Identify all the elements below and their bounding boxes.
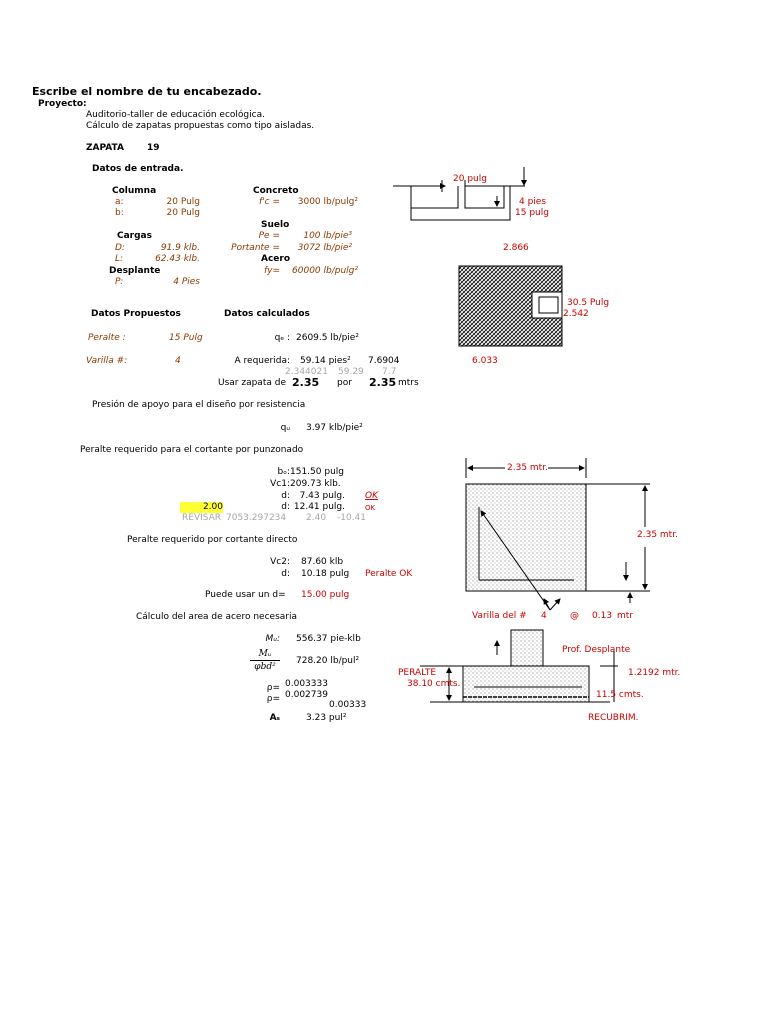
qe-value: 2609.5 lb/pie² [296,333,359,343]
bo-label: bₒ: [277,467,290,477]
columna-a-value: 20 Pulg [166,197,200,207]
peralte-label: Peralte : [88,333,126,343]
varilla-separation-unit: mtr [617,611,633,621]
proyecto-line2: Cálculo de zapatas propuestas como tipo aisladas. [86,121,315,131]
diagram2-label-2: 2.542 [563,309,589,319]
carga-d-value: 91.9 klb. [160,243,200,253]
cargas-label: Cargas [117,231,152,241]
suelo-pe-label: Pe = [258,231,280,241]
as-value: 3.23 pul² [306,713,347,723]
suelo-portante-value: 3072 lb/pie² [297,243,352,253]
qu-label: qᵤ [280,423,290,433]
directo-title: Peralte requerido por cortante directo [127,535,298,545]
carga-l-label: L: [115,254,124,264]
concreto-label: Concreto [253,186,299,196]
usar-zapata-unit: mtrs [398,378,419,388]
qu-value: 3.97 klb/pie² [306,423,363,433]
desplante-p-value: 4 Pies [173,277,200,287]
fraction-numerator: Mᵤ [258,649,272,659]
qe-label: qₑ : [274,333,290,343]
desplante-p-label: P: [115,277,124,287]
highlighted-value: 2.00 [180,502,223,513]
prof-desplante-value: 1.2192 mtr. [628,668,681,678]
revisar-label: REVISAR [182,513,222,523]
columna-b-label: b: [115,208,124,218]
rho2-label: ρ= [266,694,280,704]
revisar-value-1: 7053.297234 [226,513,287,523]
prof-desplante-label: Prof. Desplante [562,645,631,655]
suelo-label: Suelo [261,220,290,230]
usar-zapata-label: Usar zapata de [218,378,286,388]
d1-status: OK [365,491,378,501]
datos-propuestos-title: Datos Propuestos [91,309,181,319]
bo-value: 151.50 pulg [290,467,344,477]
d2-value: 12.41 pulg. [293,502,345,512]
gray-value-1: 2.344021 [285,367,328,377]
carga-l-value: 62.43 klb. [155,254,200,264]
carga-d-label: D: [115,243,125,253]
rho3-value: 0.00333 [329,700,367,710]
vc2-value: 87.60 klb [301,557,344,567]
rho1-value: 0.003333 [285,679,328,689]
columna-b-value: 20 Pulg [166,208,200,218]
page-title: Escribe el nombre de tu encabezado. [32,85,262,98]
columna-a-label: a: [115,197,124,207]
recubrimiento-value: 11.5 cmts. [596,690,644,700]
gray-value-3: 7.7 [382,367,397,377]
revisar-value-2: 2.40 [306,513,327,523]
revisar-value-3: -10.41 [337,513,367,523]
usar-zapata-value-2: 2.35 [369,376,397,389]
usar-zapata-por: por [337,378,352,388]
d1-value: 7.43 pulg. [299,491,345,501]
varilla-at: @ [570,611,579,621]
diagram3-right-dimension: 2.35 mtr. [637,530,678,540]
acero-fy-value: 60000 lb/pulg² [292,266,358,276]
directo-d-status: Peralte OK [365,569,413,579]
mu-value: 556.37 pie-klb [296,634,361,644]
punzonado-title: Peralte requerido para el cortante por punzonado [80,445,304,455]
diagram1-value: 2.866 [503,243,529,253]
diagram1-width-label: 20 pulg [453,174,487,184]
proyecto-line1: Auditorio-taller de educación ecológica. [86,110,265,120]
varilla-label-diagram: Varilla del # [472,611,527,621]
diagram1-pulg-label: 15 pulg [515,208,549,218]
datos-entrada-title: Datos de entrada. [92,164,184,174]
diagram3-top-dimension: 2.35 mtr. [507,463,548,473]
directo-d-label: d: [281,569,290,579]
peralte-value: 15 Pulg [169,333,203,343]
as-label: Aₛ [269,713,280,723]
acero-fy-label: fy= [263,266,280,276]
datos-calculados-title: Datos calculados [224,309,310,319]
proyecto-label: Proyecto: [38,99,87,109]
desplante-label: Desplante [109,266,161,276]
zapata-number: 19 [147,143,160,153]
mu-label: Mᵤ: [265,634,280,644]
directo-d-value: 10.18 pulg [301,569,350,579]
d1-label: d: [281,491,290,501]
acero-label: Acero [261,254,291,264]
gray-value-2: 59.29 [338,367,364,377]
footing-plan-hatched [459,266,562,346]
vc1-label: Vc1: [270,479,290,489]
vc1-value: 209.73 klb. [290,479,341,489]
varilla-label: Varilla #: [86,356,128,366]
usar-zapata-value-1: 2.35 [292,376,320,389]
presion-title: Presión de apoyo para el diseño por resistencia [92,400,306,410]
zapata-label: ZAPATA [86,143,124,153]
peralte-diagram-label: PERALTE [398,668,437,678]
peralte-diagram-value: 38.10 cmts. [407,679,461,689]
concreto-fc-label: f'c = [259,197,280,207]
varilla-value: 4 [175,356,181,366]
d2-status: OK [365,504,376,512]
suelo-portante-label: Portante = [231,243,280,253]
acero-calc-title: Cálculo del area de acero necesaria [136,612,297,622]
puede-usar-value: 15.00 pulg [301,590,350,600]
varilla-number-diagram: 4 [541,611,547,621]
footing-plan-dimensioned [466,458,650,610]
area-requerida-extra: 7.6904 [368,356,400,366]
varilla-separation: 0.13 [592,611,613,621]
puede-usar-label: Puede usar un d= [205,590,286,600]
recubrimiento-label: RECUBRIM. [588,713,639,723]
diagram2-label-1: 30.5 Pulg [567,298,610,308]
fraction-denominator: φbd² [254,662,276,672]
vc2-label: Vc2: [270,557,290,567]
rho1-label: ρ= [266,683,280,693]
footing-section [420,630,618,702]
suelo-pe-value: 100 lb/pie³ [303,231,352,241]
fraction-value: 728.20 lb/pul² [296,656,360,666]
columna-label: Columna [112,186,157,196]
area-requerida-label: A requerida: [234,356,290,366]
concreto-fc-value: 3000 lb/pulg² [297,197,358,207]
area-requerida-value: 59.14 pies² [300,356,351,366]
d2-label: d: [281,502,290,512]
rho2-value: 0.002739 [285,690,328,700]
area-requerida-red: 6.033 [472,356,498,366]
diagram1-pies-label: 4 pies [519,197,547,207]
